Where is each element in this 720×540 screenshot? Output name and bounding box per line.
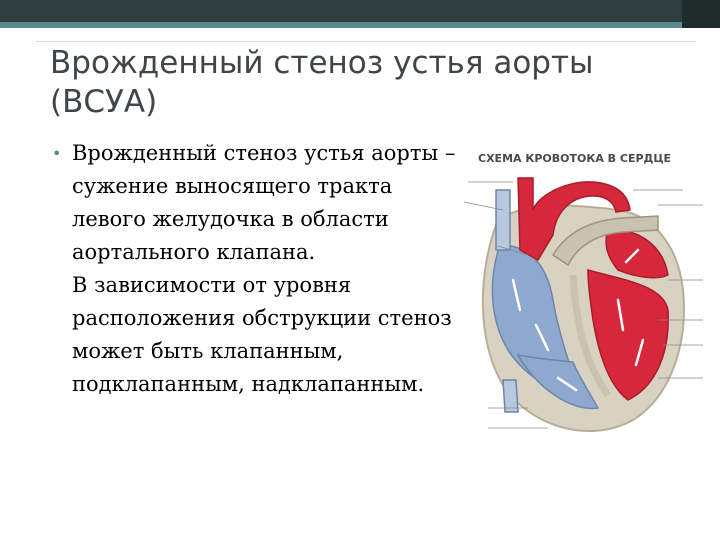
bullet-marker: • bbox=[52, 144, 62, 163]
top-bar-corner bbox=[682, 0, 720, 28]
slide-body bbox=[52, 137, 472, 401]
slide-title: Врожденный стеноз устья аорты (ВСУА) bbox=[50, 45, 594, 120]
diagram-title: СХЕМА КРОВОТОКА В СЕРДЦЕ bbox=[478, 152, 672, 165]
body-paragraph-definition: Врожденный стеноз устья аорты – сужение выносящего тракта левого желудочка в области аортального клапана. bbox=[72, 141, 456, 264]
top-bar bbox=[0, 0, 720, 22]
top-bar-accent bbox=[0, 22, 720, 28]
title-rule bbox=[36, 41, 696, 42]
heart-diagram bbox=[458, 150, 714, 445]
inferior-vena-cava bbox=[503, 380, 518, 412]
superior-vena-cava bbox=[496, 190, 510, 250]
body-paragraph-classification: В зависимости от уровня расположения обструкции стеноз может быть клапанным, подклапанным, надклапанным. bbox=[72, 273, 452, 396]
